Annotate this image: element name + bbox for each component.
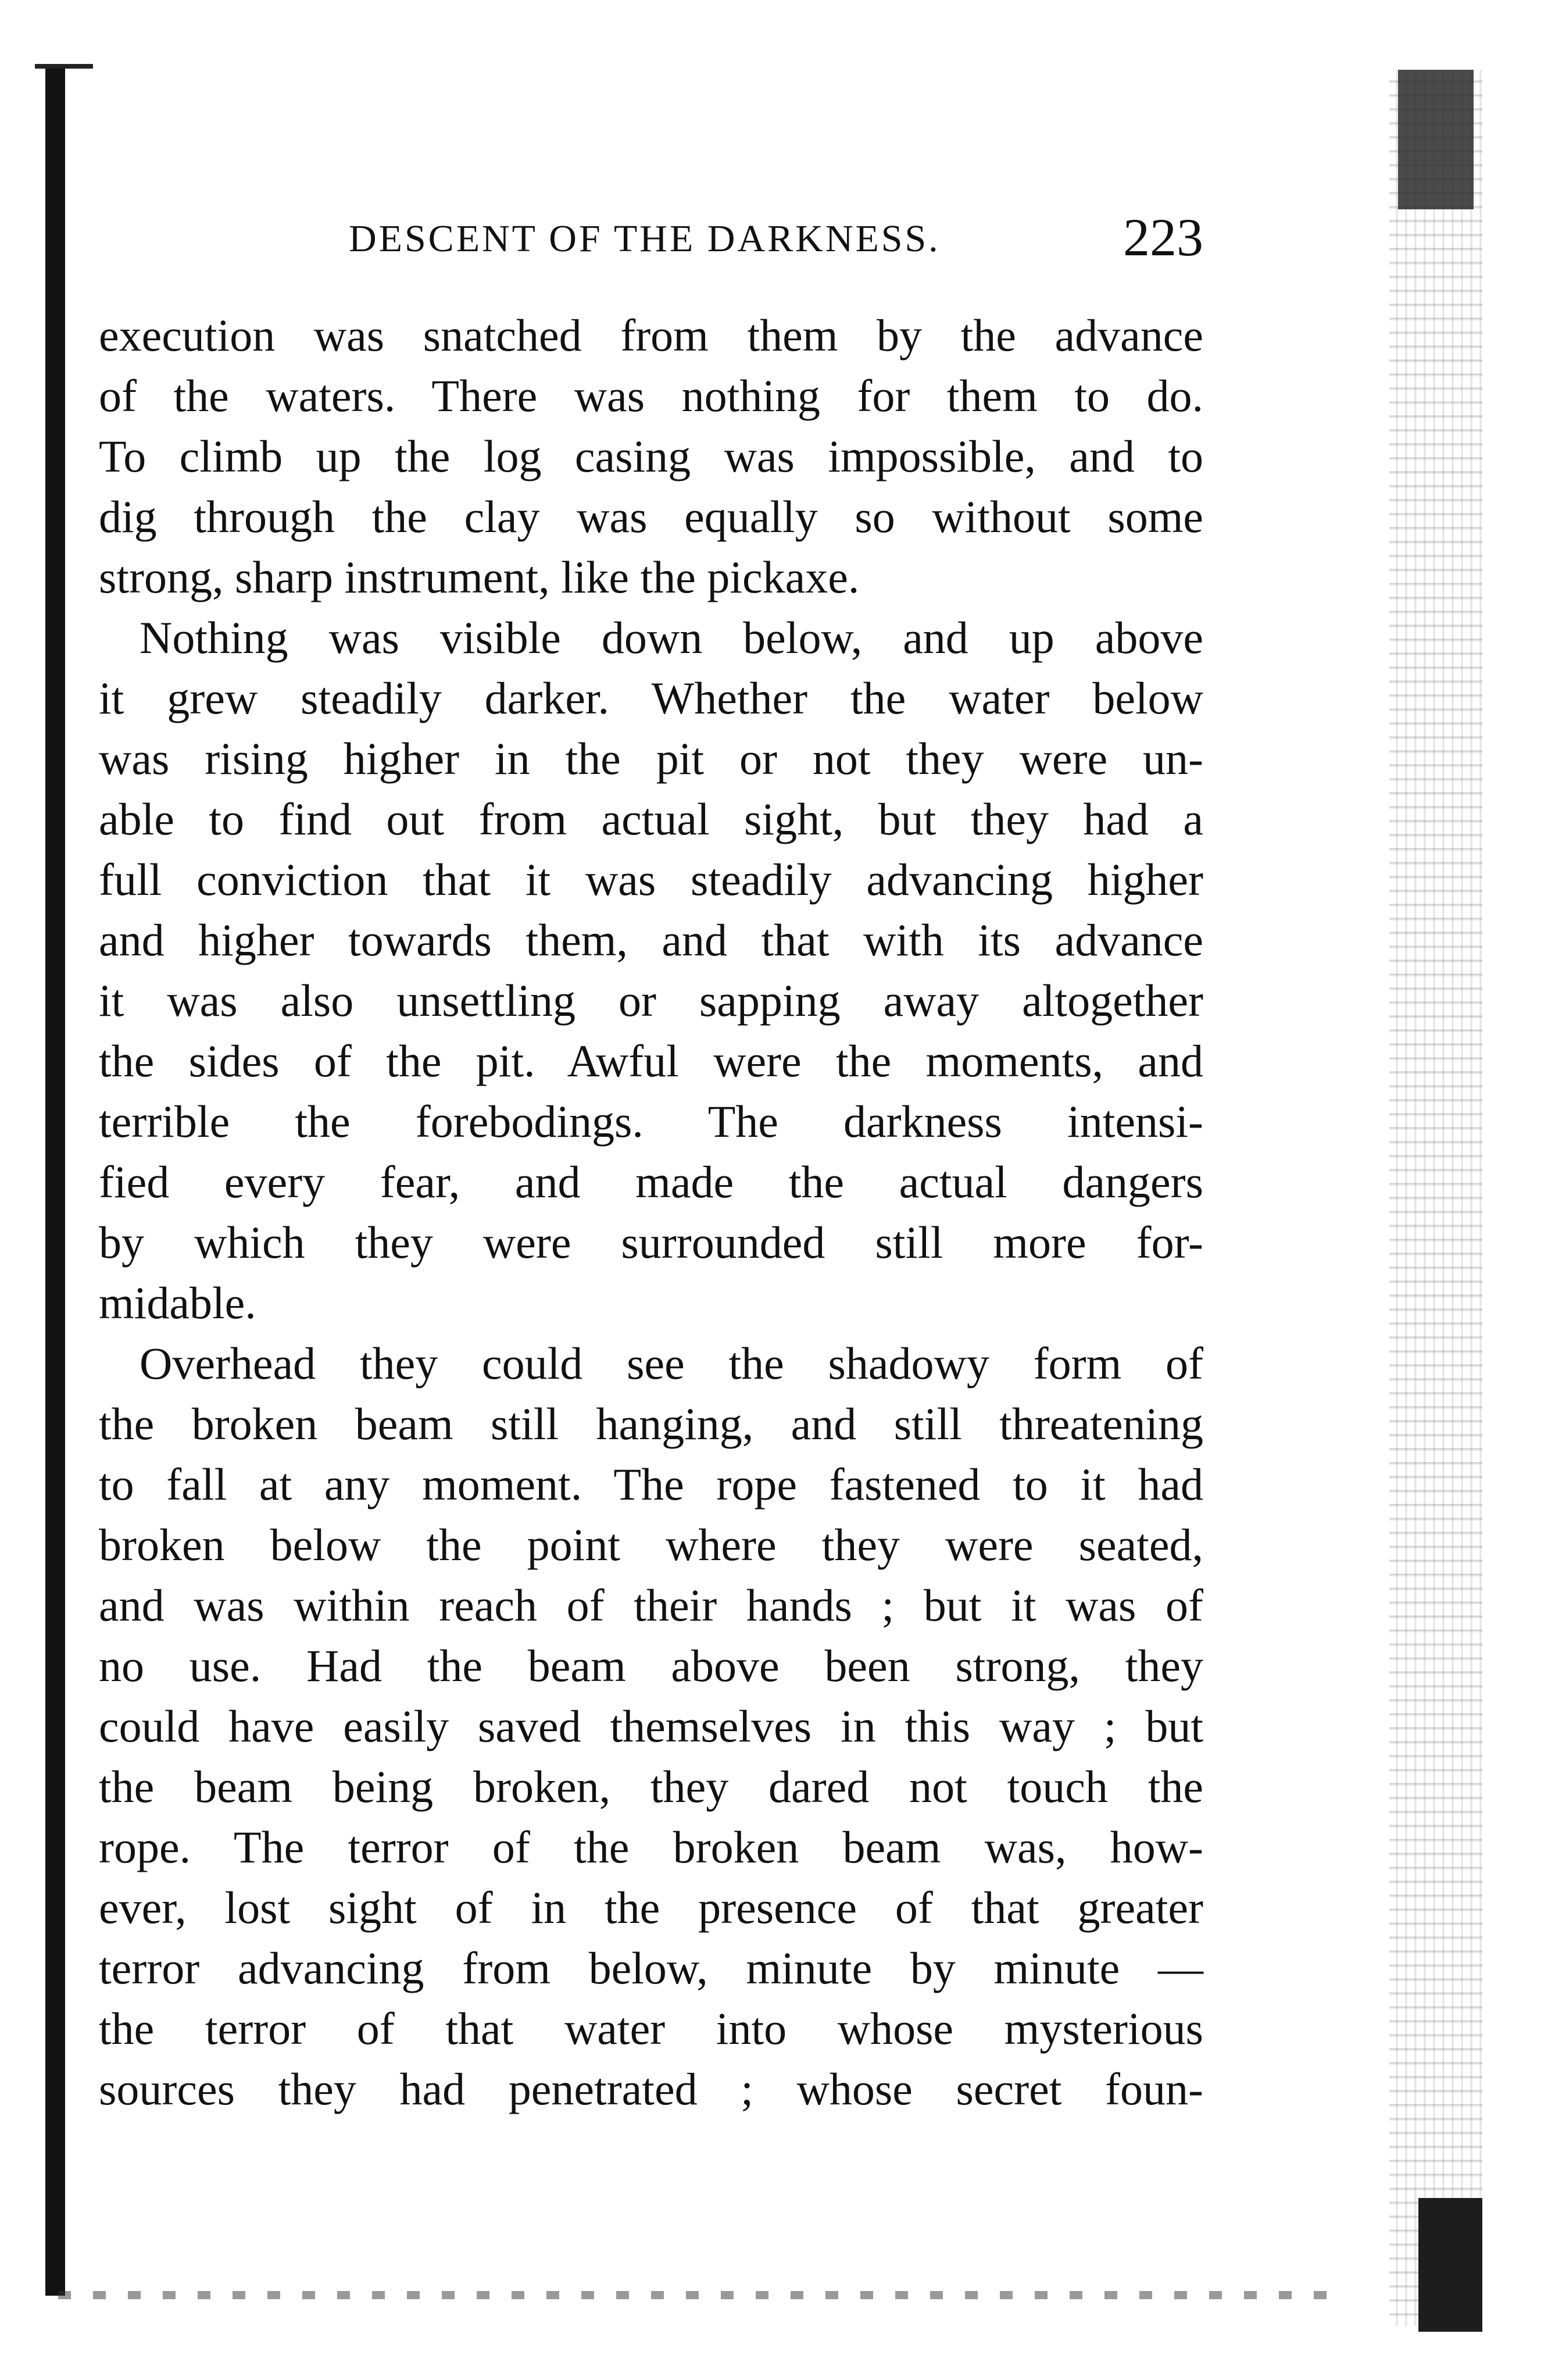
scanned-edge-shadow-top (1398, 70, 1474, 209)
text-line: by which they were surrounded still more for- (99, 1217, 1203, 1268)
text-line: rope. The terror of the broken beam was, how- (99, 1822, 1203, 1872)
binding-edge (45, 69, 65, 2296)
text-line: execution was snatched from them by the advance (99, 310, 1203, 361)
scanned-edge-shadow-bottom (1418, 2198, 1482, 2332)
text-line: fied every fear, and made the actual dangers (99, 1157, 1203, 1207)
text-line: and higher towards them, and that with its advance (99, 915, 1203, 965)
body-text (99, 305, 1203, 2119)
text-line: broken below the point where they were seated, (99, 1519, 1203, 1570)
text-line: to fall at any moment. The rope fastened to it had (99, 1459, 1203, 1510)
text-line: Nothing was visible down below, and up above (140, 612, 1203, 663)
scanned-page-edge (1389, 70, 1482, 2326)
page-number: 223 (1123, 208, 1203, 267)
text-line: could have easily saved themselves in this way ; but (99, 1701, 1203, 1751)
text-line: midable. (99, 1278, 256, 1328)
text-line: was rising higher in the pit or not they were un- (99, 733, 1203, 784)
text-line: terrible the forebodings. The darkness intensi- (99, 1096, 1203, 1147)
running-head: DESCENT OF THE DARKNESS. (349, 217, 941, 260)
text-line: full conviction that it was steadily advancing higher (99, 854, 1203, 905)
text-line: To climb up the log casing was impossible, and to (99, 431, 1203, 481)
text-line: Overhead they could see the shadowy form of (140, 1338, 1203, 1389)
text-line: ever, lost sight of in the presence of that greater (99, 1882, 1203, 1933)
text-line: the terror of that water into whose mysterious (99, 2003, 1203, 2054)
text-line: able to find out from actual sight, but they had a (99, 794, 1203, 844)
text-line: of the waters. There was nothing for them to do. (99, 370, 1203, 421)
text-line: strong, sharp instrument, like the pickaxe. (99, 552, 860, 602)
page-header (99, 206, 1203, 270)
text-line: the beam being broken, they dared not touch the (99, 1761, 1203, 1812)
text-line: the sides of the pit. Awful were the moments, and (99, 1036, 1203, 1086)
text-line: dig through the clay was equally so without some (99, 491, 1203, 542)
text-line: terror advancing from below, minute by minute — (99, 1943, 1203, 1993)
text-line: no use. Had the beam above been strong, they (99, 1640, 1203, 1691)
binding-tick (35, 64, 93, 69)
text-line: sources they had penetrated ; whose secret foun- (99, 2064, 1203, 2114)
text-line: and was within reach of their hands ; but it was of (99, 1580, 1203, 1630)
text-line: it was also unsettling or sapping away altogether (99, 975, 1203, 1026)
text-line: the broken beam still hanging, and still threatening (99, 1398, 1203, 1449)
scanned-bottom-edge (58, 2291, 1337, 2299)
text-line: it grew steadily darker. Whether the water below (99, 673, 1203, 723)
